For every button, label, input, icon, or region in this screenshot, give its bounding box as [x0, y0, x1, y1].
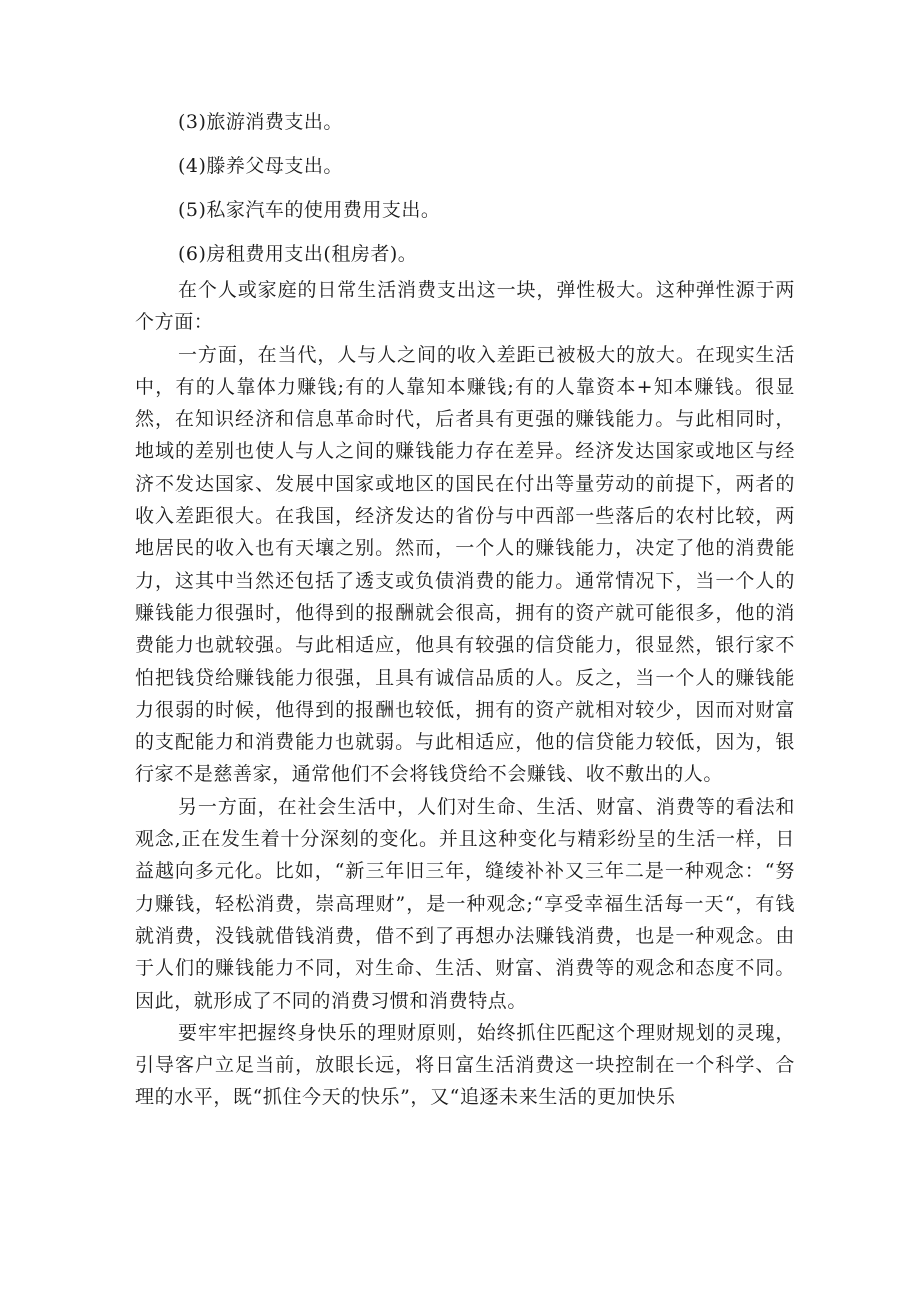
- body-text: [135, 274, 795, 1114]
- list-item: (3)旅游消费支出。: [178, 111, 343, 133]
- list-item: (4)滕养父母支出。: [178, 155, 343, 177]
- paragraph-consumption-views: 另一方面，在社会生活中，人们对生命、生活、财富、消费等的看法和观念,正在发生着十分深刻的变化。并且这种变化与精彩纷呈的生活一样，日益越向多元化。比如，“新三年旧三年，缝绫补补又三年二是一种观念：“努力赚钱，轻松消费，崇高理财”，是一种观念;“享受幸福生活每一天“，有钱就消费，没钱就借钱消费，借不到了再想办法赚钱消费，也是一种观念。由于人们的赚钱能力不同，对生命、生活、财富、消费等的观念和态度不同。因此，就形成了不同的消费习惯和消费特点。: [135, 795, 795, 1012]
- list-item: (5)私家汽车的使用费用支出。: [178, 199, 441, 221]
- list-item: (6)房租费用支出(租房者)。: [178, 243, 418, 265]
- paragraph-intro: 在个人或家庭的日常生活消费支出这一块，弹性极大。这种弹性源于两个方面：: [135, 279, 795, 334]
- paragraph-income-gap: 一方面，在当代，人与人之间的收入差距已被极大的放大。在现实生活中，有的人靠体力赚钱;有的人靠知本赚钱;有的人靠资本+知本赚钱。很显然，在知识经济和信息革命时代，后者具有更强的赚钱能力。与此相同时，地域的差别也使人与人之间的赚钱能力存在差异。经济发达国家或地区与经济不发达国家、发展中国家或地区的国民在付出等量劳动的前提下，两者的收入差距很大。在我国，经济发达的省份与中西部一些落后的农村比较，两地居民的收入也有天壤之别。然而，一个人的赚钱能力，决定了他的消费能力，这其中当然还包括了透支或负债消费的能力。通常情况下，当一个人的赚钱能力很强时，他得到的报酬就会很高，拥有的资产就可能很多，他的消费能力也就较强。与此相适应，他具有较强的信贷能力，很显然，银行家不怕把钱贷给赚钱能力很强，且具有诚信品质的人。反之，当一个人的赚钱能力很弱的时候，他得到的报酬也较低，拥有的资产就相对较少，因而对财富的支配能力和消费能力也就弱。与此相适应，他的信贷能力较低，因为，银行家不是慈善家，通常他们不会将钱贷给不会赚钱、收不敷出的人。: [135, 343, 795, 786]
- expense-list: [178, 100, 758, 276]
- paragraph-principle: 要牢牢把握终身快乐的理财原则，始终抓住匹配这个理财规划的灵瑰，引导客户立足当前，放眼长远，将日富生活消费这一块控制在一个科学、合理的水平，既“抓住今天的快乐”，又“追逐未来生活的更加快乐: [135, 1021, 795, 1109]
